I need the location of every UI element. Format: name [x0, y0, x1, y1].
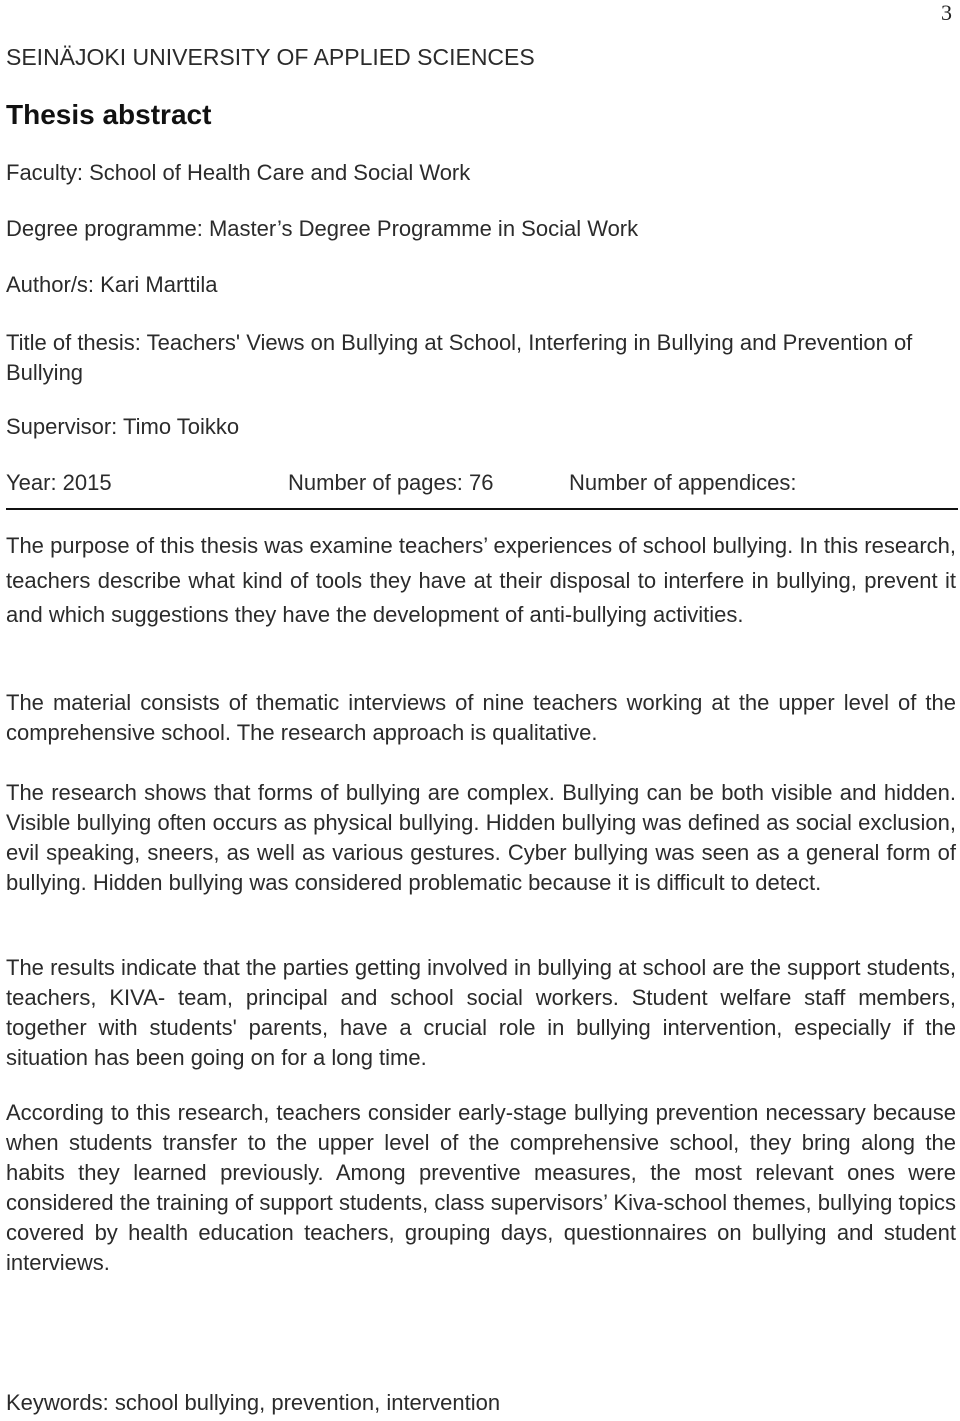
divider-rule	[6, 508, 958, 510]
abstract-paragraph: According to this research, teachers consider early-stage bullying prevention necessary because when students transfer to the upper level of the comprehensive school, they bring along the habits they learned previously. Among preventive measures, the most relevant ones were considered the training of support students, class supervisors’ Kiva-school themes, bullying topics covered by health education teachers, grouping days, questionnaires on bullying and student interviews.	[6, 1100, 956, 1275]
year-field: Year: 2015	[6, 470, 112, 495]
keywords-line: Keywords: school bullying, prevention, intervention	[6, 1390, 501, 1415]
supervisor-line: Supervisor: Timo Toikko	[6, 414, 240, 439]
faculty-line: Faculty: School of Health Care and Social Work	[6, 160, 471, 185]
page-number: 3	[941, 0, 952, 25]
appendices-field: Number of appendices:	[569, 470, 797, 495]
degree-programme-line: Degree programme: Master’s Degree Programme in Social Work	[6, 216, 639, 241]
author-line: Author/s: Kari Marttila	[6, 272, 218, 297]
meta-row	[0, 470, 960, 500]
thesis-title-line: Title of thesis: Teachers' Views on Bullying at School, Interfering in Bullying and Prevention of Bullying	[6, 330, 913, 385]
abstract-paragraph: The material consists of thematic interviews of nine teachers working at the upper level of the comprehensive school. The research approach is qualitative.	[6, 690, 956, 745]
abstract-paragraph: The results indicate that the parties getting involved in bullying at school are the support students, teachers, KIVA- team, principal and school social workers. Student welfare staff members, together with students' parents, have a crucial role in bullying intervention, especially if the situation has been going on for a long time.	[6, 955, 956, 1070]
abstract-paragraph: The purpose of this thesis was examine teachers’ experiences of school bullying. In this research, teachers describe what kind of tools they have at their disposal to interfere in bullying, prevent it and which suggestions they have the development of anti-bullying activities.	[6, 533, 956, 627]
university-name: SEINÄJOKI UNIVERSITY OF APPLIED SCIENCES	[6, 44, 535, 70]
page-title: Thesis abstract	[6, 99, 212, 130]
abstract-paragraph: The research shows that forms of bullying are complex. Bullying can be both visible and hidden. Visible bullying often occurs as physical bullying. Hidden bullying was defined as social exclusion, evil speaking, sneers, as well as various gestures. Cyber bullying was seen as a general form of bullying. Hidden bullying was considered problematic because it is difficult to detect.	[6, 780, 956, 895]
pages-field: Number of pages: 76	[288, 470, 494, 495]
